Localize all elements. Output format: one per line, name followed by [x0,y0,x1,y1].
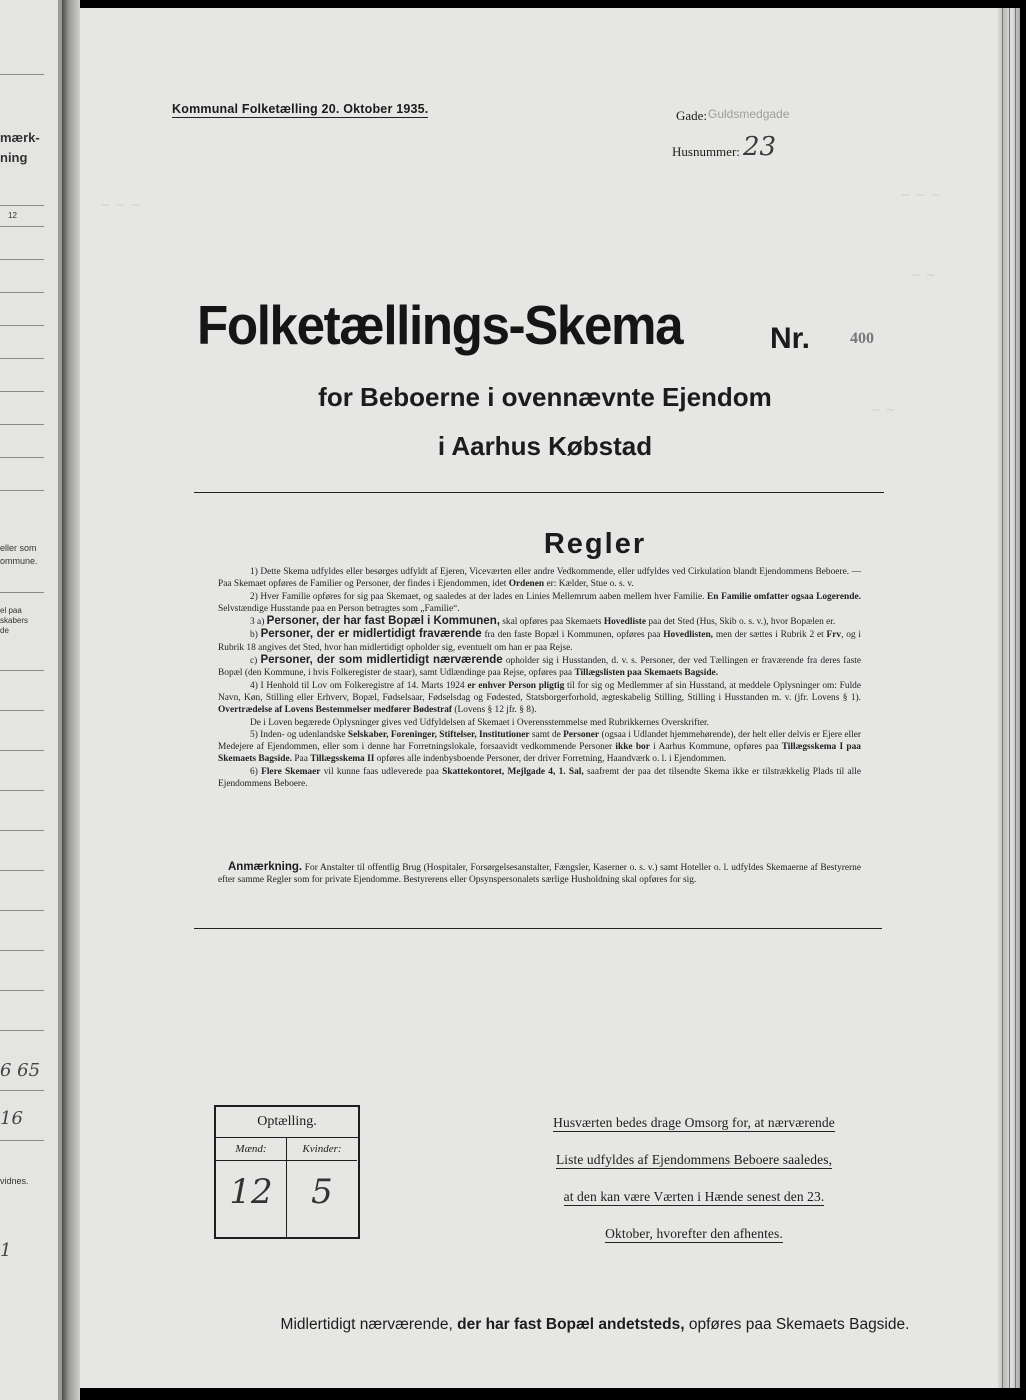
divider [0,457,44,458]
rule-6: 6) Flere Skemaer vil kunne faas udleverede paa Skattekontoret, Mejlgade 4, 1. Sal, saafremt der paa det tilsendte Skema ikke er tilstrækkelig Plads til alle Ejendommens Beboere. [218,766,862,790]
prev-page-text: ommune. [0,556,38,566]
divider [0,325,44,326]
landlord-notice [516,1115,872,1263]
notice-line: Oktober, hvorefter den afhentes. [605,1226,783,1241]
rule-3c: c) Personer, der som midlertidigt nærværende opholder sig i Husstanden, d. v. s. Personer, der ved Tællingen er fraværende fra deres faste Bopæl (den Kommune, i hvis Folkeregister de staar), samt Udlændinge paa Rejse, opføres paa Tillægslisten paa Skemaets Bagside. [218,654,862,679]
divider [0,950,44,951]
prev-page-text: skabers [0,616,29,625]
house-number-value: 23 [743,132,777,162]
divider [0,259,44,260]
count-title: Optælling. [216,1107,358,1138]
edge-line [1009,8,1010,1388]
street-label: Gade: [676,108,708,123]
divider [0,358,44,359]
divider [0,226,44,227]
notice-line: Liste udfyldes af Ejendommens Beboere saaledes, [555,1152,833,1167]
bleed-through: ~ ~ [910,268,936,283]
divider [0,670,44,671]
count-box [214,1105,360,1239]
prev-page-text: el paa [0,606,22,615]
rules-text [218,566,861,790]
divider [0,292,44,293]
divider [194,928,882,929]
divider [0,391,44,392]
divider [0,592,44,593]
divider [0,990,44,991]
divider [0,490,44,491]
notice-line: at den kan være Værten i Hænde senest den 23. [563,1189,825,1204]
house-number-label: Husnummer: [672,144,740,159]
prev-page-text: mærk- [0,130,40,145]
page-stack-edge [998,8,1020,1388]
women-count: 5 [311,1172,333,1212]
divider [0,790,44,791]
remark-lead: Anmærkning. [228,861,303,873]
street-value: Guldsmedgade [708,107,790,121]
form-number-label: Nr. [770,322,811,355]
prev-page-text: eller som [0,543,37,553]
form-subtitle: for Beboerne i ovennævnte Ejendom [318,382,772,412]
footer-note: Midlertidigt nærværende, der har fast Bopæl andetsteds, opføres paa Skemaets Bagside. [280,1316,910,1333]
census-header: Kommunal Folketælling 20. Oktober 1935. [172,102,429,116]
remark-paragraph [218,861,861,887]
rule-5: 5) Inden- og udenlandske Selskaber, Foreninger, Stiftelser, Institutioner samt de Personer (ogsaa i Udlandet hjemmehørende), der helt eller delvis er Ejere eller Medejere af Ejendommen, eller som i denne har Forretningslokale, forsaavidt vedkommende Personer ikke bor i Aarhus Kommune, opføres paa Tillægsskema I paa Skemaets Bagside. Paa Tillægsskema II opføres alle indenbysboende Personer, der driver Forretning, Haandværk o. l. i Ejendommen. [218,729,862,765]
handwritten-note: 1 [0,1240,12,1261]
rule-4: 4) I Henhold til Lov om Folkeregistre af 14. Marts 1924 er enhver Person pligtig til for sig og Medlemmer af sin Husstand, at meddele Oplysninger om: Fulde Navn, Køn, Stilling eller Erhverv, Bopæl, Fødselsaar, Fødselsdag og Fødested, Statsborgerforhold, ægteskabelig Stilling, Stilling i Husstanden m. v. (jfr. Lovens § 1). Overtrædelse af Lovens Bestemmelser medfører Bødestraf (Lovens § 12 jfr. § 8). [218,680,862,716]
rules-heading: Regler [543,528,647,560]
rule-2: 2) Hver Familie opføres for sig paa Skemaet, og saaledes at der lades en Linies Mellemrum aaben mellem hver Familie. En Familie omfatter ogsaa Logerende. Selvstændige Husstande paa en Person betragtes som „Familie“. [218,591,861,614]
divider [0,910,44,911]
divider [0,830,44,831]
book-gutter [62,0,80,1400]
bleed-through: ~ ~ ~ [100,198,141,213]
women-label: Kvinder: [287,1138,357,1161]
divider [0,205,44,206]
divider [0,74,44,75]
men-label: Mænd: [216,1138,286,1161]
census-form-page [80,8,1010,1388]
rule-3a: 3 a) Personer, der har fast Bopæl i Kommunen, skal opføres paa Skemaets Hovedliste paa det Sted (Hus, Skib o. s. v.), hvor Bopælen er. [250,615,836,628]
divider [0,424,44,425]
men-column [216,1138,287,1237]
divider [0,1030,44,1031]
notice-line: Husværten bedes drage Omsorg for, at nærværende [553,1115,835,1130]
form-title: Folketællings-Skema [197,294,683,356]
previous-page-fragment [0,0,62,1400]
prev-page-text: vidnes. [0,1176,29,1186]
prev-page-text: 12 [8,211,17,220]
divider [0,750,44,751]
handwritten-note: 16 [0,1108,23,1129]
divider [194,492,884,493]
prev-page-text: de [0,626,9,635]
bleed-through: ~ ~ [870,403,896,418]
form-number-value: 400 [850,330,874,347]
prev-page-text: ning [0,150,28,165]
remark-text: For Anstalter til offentlig Brug (Hospitaler, Forsørgelsesanstalter, Fængsler, Kaserner o. s. v.) samt Hoteller o. l. udfyldes Skemaerne af Bestyrerne efter samme Regler som for private Ejendomme. Bestyrerens eller Opsynspersonalets særlige Husholdning skal opføres for sig. [218,863,862,886]
form-subtitle-city: i Aarhus Købstad [437,431,653,461]
divider [0,710,44,711]
divider [0,870,44,871]
edge-line [1015,8,1016,1388]
men-count: 12 [229,1172,273,1212]
edge-line [1002,8,1003,1388]
rule-3b: b) Personer, der er midlertidigt fraværende fra den faste Bopæl i Kommunen, opføres paa Hovedlisten, men der sættes i Rubrik 2 et Frv, og i Rubrik 18 angives det Sted, hvor han midlertidigt opholder sig, eventuelt om han er paa Rejse. [218,628,862,653]
divider [0,1090,44,1091]
rule-1: 1) Dette Skema udfyldes eller besørges udfyldt af Ejeren, Viceværten eller andre Vedkommende, eller udfyldes ved Cirkulation blandt Ejendommens Beboere. — Paa Skemaet opføres de Familier og Personer, der findes i Ejendommen, idet Ordenen er: Kælder, Stue o. s. v. [218,567,861,590]
women-column [287,1138,357,1237]
rule-4-extra: De i Loven begærede Oplysninger gives ved Udfyldelsen af Skemaet i Overensstemmelse med Rubrikkernes Overskrifter. [250,717,709,728]
handwritten-note: 6 65 [0,1060,41,1081]
bleed-through: ~ ~ ~ [900,188,941,203]
divider [0,1140,44,1141]
